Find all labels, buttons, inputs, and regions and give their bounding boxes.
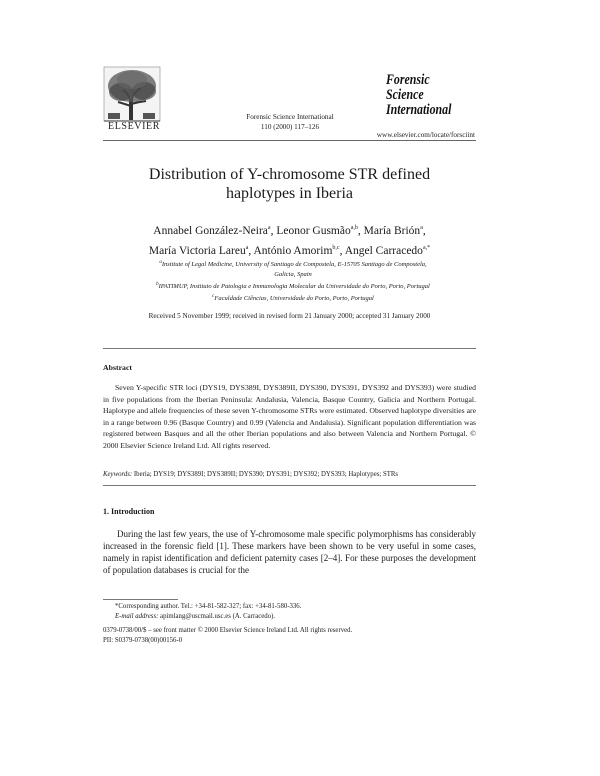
journal-url[interactable]: www.elsevier.com/locate/forsciint xyxy=(376,131,475,139)
author-line: María Victoria Lareu$^a$, António Amorim$^{b,c}$, Angel Carracedo$^{a,*}$ xyxy=(148,244,431,257)
affiliations xyxy=(118,258,468,304)
email-note: E-mail address: apimlang@uscmail.usc.es (A. Carracedo). xyxy=(115,613,276,620)
pii-line: PII: S0379-0738(00)00156-0 xyxy=(103,637,183,644)
keywords-label: Keywords: xyxy=(103,471,133,478)
article-title: Distribution of Y-chromosome STR defined haplotypes in Iberia xyxy=(148,166,431,202)
abstract-text: Seven Y-specific STR loci (DYS19, DYS389I, DYS389II, DYS390, DYS391, DYS392 and DYS393) were studied in five populations from the Iberian Peninsula: Andalusia, Valencia, Basque Country, Galicia and Northern Portugal. Haplotype and allele frequencies of these seven Y-chromosome STRs were estimated. Observed haplotype diversities are in a range between 0.96 (Basque Country) and 0.99 (Valencia and Andalusia). Significant population differentiation was registered between Basques and all the other Iberian populations and also between Valencia and Northern Portugal. © 2000 Elsevier Science Ireland Ltd. All rights reserved. xyxy=(103,383,476,450)
affiliation: $^c$Faculdade Ciências, Universidade do Porto, Porto, Portugal xyxy=(212,294,374,303)
volume-pages: 110 (2000) 117–126 xyxy=(260,123,320,131)
section-heading: 1. Introduction xyxy=(103,507,155,516)
corresponding-author-note: *Corresponding author. Tel.: +34-81-582-327; fax: +34-81-580-336. xyxy=(115,603,302,610)
copyright-line: 0379-0738/00/$ – see front matter © 2000 Elsevier Science Ireland Ltd. All rights reserved. xyxy=(103,627,353,634)
affiliation: Galicia, Spain xyxy=(274,271,312,279)
keywords-list: Iberia; DYS19; DYS389I; DYS389II; DYS390; DYS391; DYS392; DYS393; Haplotypes; STRs xyxy=(133,471,399,478)
elsevier-tree-logo xyxy=(103,66,161,126)
introduction-text: During the last few years, the use of Y-chromosome male specific polymorphisms has considerably increased in the forensic field [1]. These markers have been shown to be very useful in some cases, namely in rapist identification and deficient paternity cases [2–4]. For these purposes the development of population databases is crucial for the xyxy=(103,529,476,575)
journal-citation xyxy=(210,112,370,132)
received-dates: Received 5 November 1999; received in revised form 21 January 2000; accepted 31 January 2000 xyxy=(148,312,431,320)
author-list xyxy=(103,220,476,260)
journal-name: Forensic Science International xyxy=(246,113,334,121)
journal-logo: Forensic Science International xyxy=(386,72,452,118)
abstract-top-rule xyxy=(103,348,476,349)
abstract-heading: Abstract xyxy=(103,363,133,372)
header-divider xyxy=(103,140,476,141)
abstract-bottom-rule xyxy=(103,485,476,486)
author-line: Annabel González-Neira$^a$, Leonor Gusmão$^{a,b}$, María Brión$^a$, xyxy=(153,224,426,237)
keywords xyxy=(103,471,476,478)
affiliation: $^b$IPATIMUP, Instituto de Patologia e Immunologia Molecular da Universidade do Porto, Porto, Portugal xyxy=(156,282,430,291)
publisher-name: ELSEVIER xyxy=(107,121,161,132)
affiliation: $^a$Institute of Legal Medicine, University of Santiago de Compostela, E-15705 Santiago de Compostela, xyxy=(159,260,427,269)
email-address[interactable]: apimlang@uscmail.usc.es (A. Carracedo). xyxy=(158,613,276,620)
footnote-rule xyxy=(103,599,178,600)
